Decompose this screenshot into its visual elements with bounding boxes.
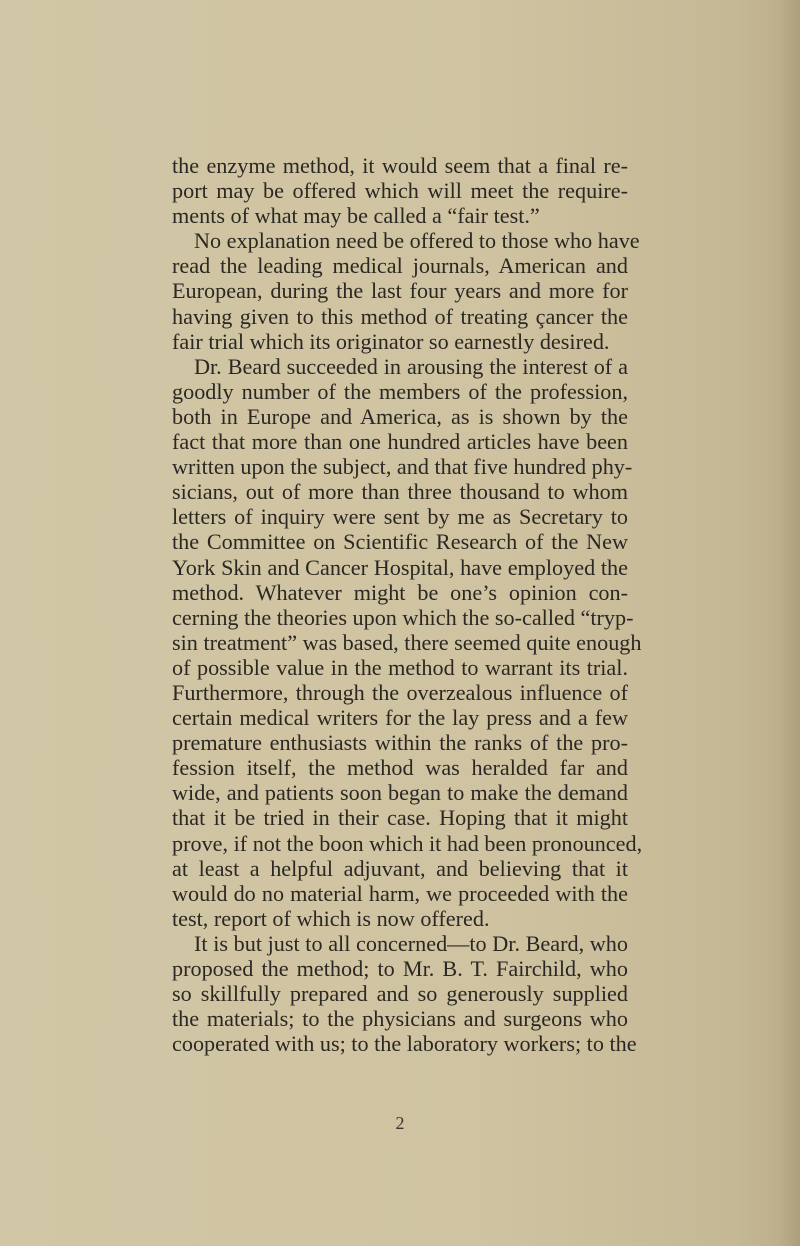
text-line: the Committee on Scientific Research of the New <box>172 529 628 555</box>
text-line: fair trial which its originator so earnestly desired. <box>172 328 610 354</box>
text-line: cooperated with us; to the laboratory workers; to the <box>172 1031 637 1057</box>
text-line: No explanation need be offered to those who have <box>194 228 640 254</box>
text-line: Dr. Beard succeeded in arousing the interest of a <box>194 353 628 379</box>
text-line: test, report of which is now offered. <box>172 905 490 931</box>
text-line: at least a helpful adjuvant, and believing that it <box>172 855 628 881</box>
text-line: having given to this method of treating çancer the <box>172 303 628 329</box>
text-line: cerning the theories upon which the so-called “tryp- <box>172 604 634 630</box>
text-line: method. Whatever might be one’s opinion con- <box>172 579 628 605</box>
body-text <box>172 153 643 1057</box>
text-line: wide, and patients soon began to make the demand <box>172 780 628 806</box>
text-line: Furthermore, through the overzealous influence of <box>172 679 628 705</box>
page-edge-shadow <box>778 0 800 1246</box>
text-line: ments of what may be called a “fair test.” <box>172 203 540 229</box>
text-line: prove, if not the boon which it had been pronounced, <box>172 830 643 856</box>
text-line: of possible value in the method to warrant its trial. <box>172 654 628 680</box>
text-line: premature enthusiasts within the ranks of the pro- <box>172 730 628 756</box>
text-line: letters of inquiry were sent by me as Secretary to <box>172 504 628 530</box>
text-line: port may be offered which will meet the require- <box>172 178 628 204</box>
text-line: sin treatment” was based, there seemed quite enough <box>172 629 642 655</box>
text-line: goodly number of the members of the profession, <box>172 378 628 404</box>
text-line: the enzyme method, it would seem that a final re- <box>172 153 628 178</box>
text-line: fact that more than one hundred articles have been <box>172 429 628 455</box>
text-line: both in Europe and America, as is shown by the <box>172 403 628 429</box>
text-line: European, during the last four years and more for <box>172 278 628 304</box>
page-number: 2 <box>395 1113 405 1133</box>
text-line: York Skin and Cancer Hospital, have employed the <box>172 554 628 580</box>
text-line: read the leading medical journals, American and <box>172 253 628 279</box>
text-line: sicians, out of more than three thousand to whom <box>172 479 628 505</box>
text-line: would do no material harm, we proceeded with the <box>172 880 628 906</box>
text-line: so skillfully prepared and so generously supplied <box>172 981 628 1007</box>
text-line: It is but just to all concerned—to Dr. Beard, who <box>194 930 628 956</box>
text-line: proposed the method; to Mr. B. T. Fairchild, who <box>172 956 628 981</box>
text-line: written upon the subject, and that five hundred phy- <box>172 454 633 480</box>
text-line: certain medical writers for the lay press and a few <box>172 705 628 731</box>
text-line: the materials; to the physicians and surgeons who <box>172 1006 628 1032</box>
text-line: fession itself, the method was heralded far and <box>172 755 628 781</box>
text-line: that it be tried in their case. Hoping that it might <box>172 805 628 831</box>
